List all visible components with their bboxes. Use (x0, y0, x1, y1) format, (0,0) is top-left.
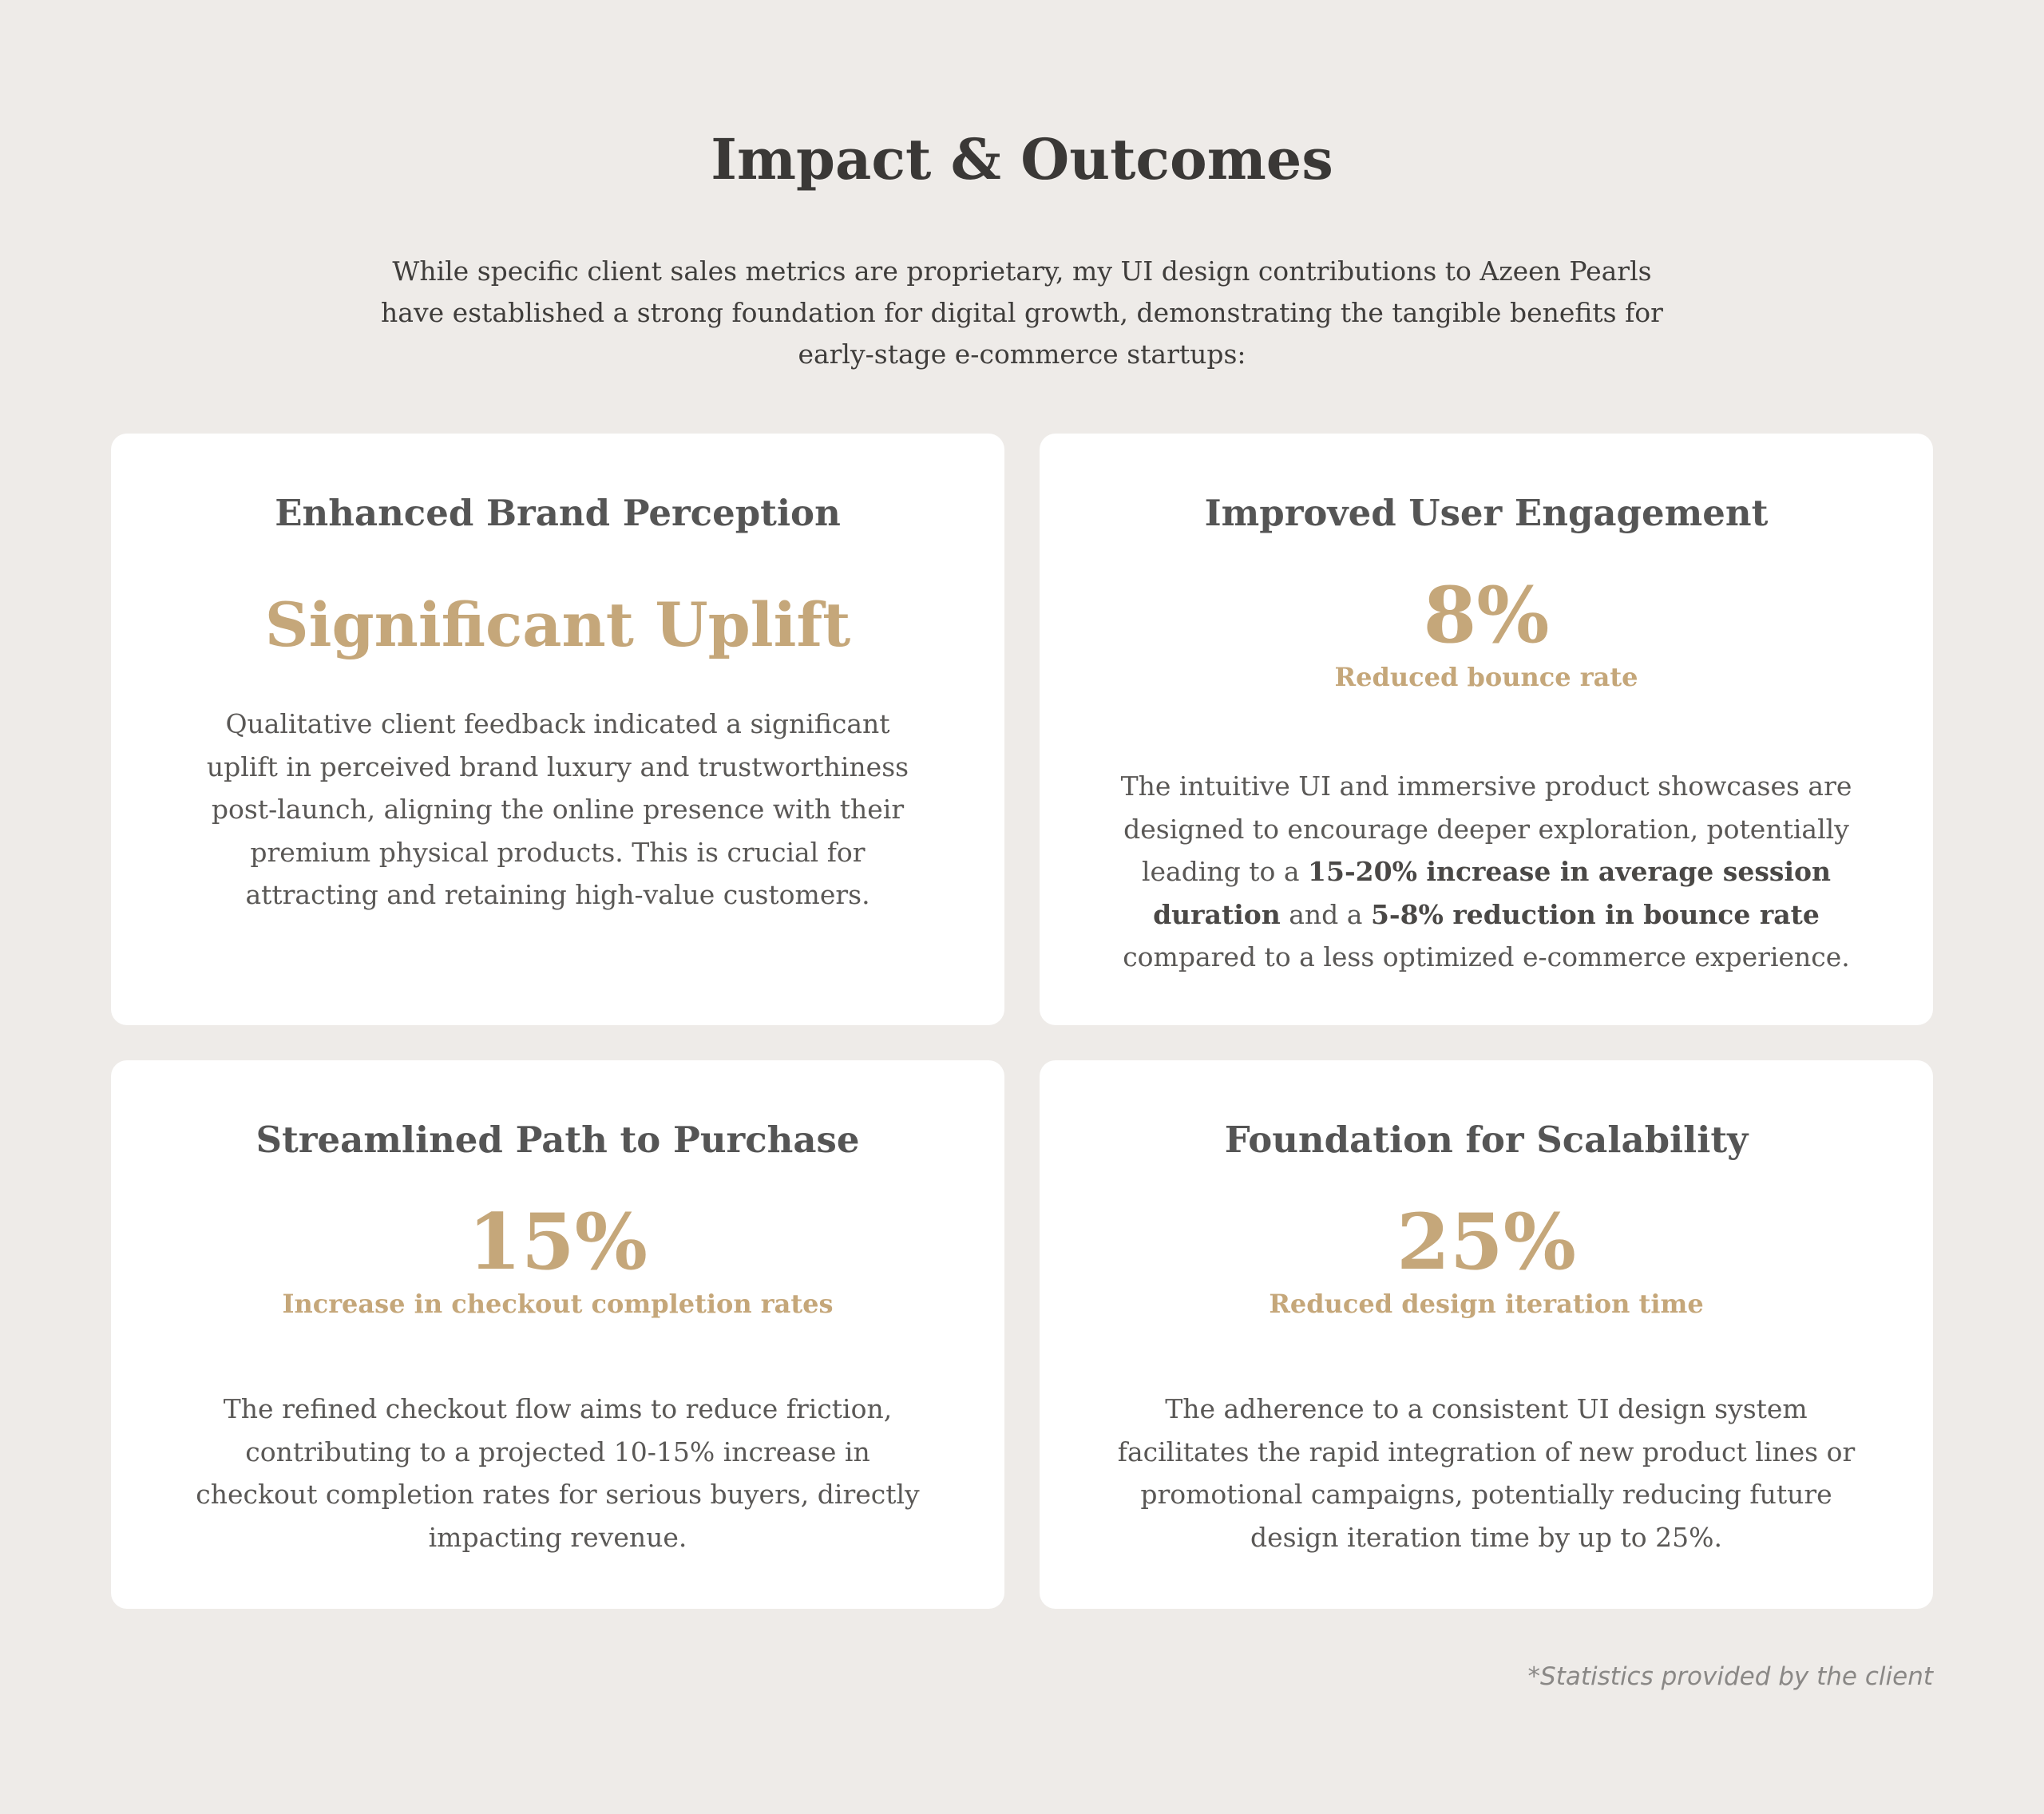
card-body: The refined checkout flow aims to reduce friction, contributing to a projected 10-15% increase in checkout completion rates for serious buyers, directly impacting revenue. (196, 1393, 920, 1553)
card-title: Foundation for Scalability (1224, 1119, 1749, 1161)
card-body (1087, 765, 1885, 979)
stat-value: Significant Uplift (264, 589, 851, 660)
page-title: Impact & Outcomes (711, 126, 1333, 192)
stat-label: Reduced design iteration time (1269, 1289, 1704, 1319)
stat-label: Increase in checkout completion rates (282, 1289, 834, 1319)
stat-value: 25% (1396, 1197, 1576, 1287)
body-text: and a (1280, 898, 1371, 930)
intro-paragraph: While specific client sales metrics are proprietary, my UI design contributions to Azeen Pearls have established a strong foundation for digital growth, demonstrating the tangible benefits for early-stage e-commerce startups: (381, 255, 1663, 370)
card-title: Enhanced Brand Perception (275, 492, 841, 534)
highlight-session-duration: 15-20% increase in average session duration (1153, 856, 1832, 930)
card-title: Streamlined Path to Purchase (256, 1119, 860, 1161)
highlight-bounce-rate: 5-8% reduction in bounce rate (1370, 898, 1820, 930)
card-user-engagement (1040, 434, 1933, 1025)
footnote: *Statistics provided by the client (1527, 1662, 1933, 1691)
stat-label: Reduced bounce rate (1334, 662, 1638, 692)
body-text: compared to a less optimized e-commerce experience. (1123, 941, 1850, 972)
card-body: The adherence to a consistent UI design system facilitates the rapid integration of new product lines or promotional campaigns, potentially reducing future design iteration time by up to 25%. (1117, 1393, 1856, 1553)
card-title: Improved User Engagement (1204, 492, 1769, 534)
stat-value: 8% (1423, 570, 1550, 660)
card-body: Qualitative client feedback indicated a significant uplift in perceived brand luxury and trustworthiness post-launch, aligning the online presence with their premium physical products. This is crucial for attracting and retaining high-value customers. (206, 708, 909, 910)
card-brand-perception (111, 434, 1004, 1025)
body-text: The intuitive UI and immersive product showcases are designed to encourage deeper exploration, potentially leading to a (1120, 770, 1852, 887)
stat-value: 15% (468, 1197, 648, 1287)
card-scalability (1040, 1060, 1933, 1609)
card-path-to-purchase (111, 1060, 1004, 1609)
